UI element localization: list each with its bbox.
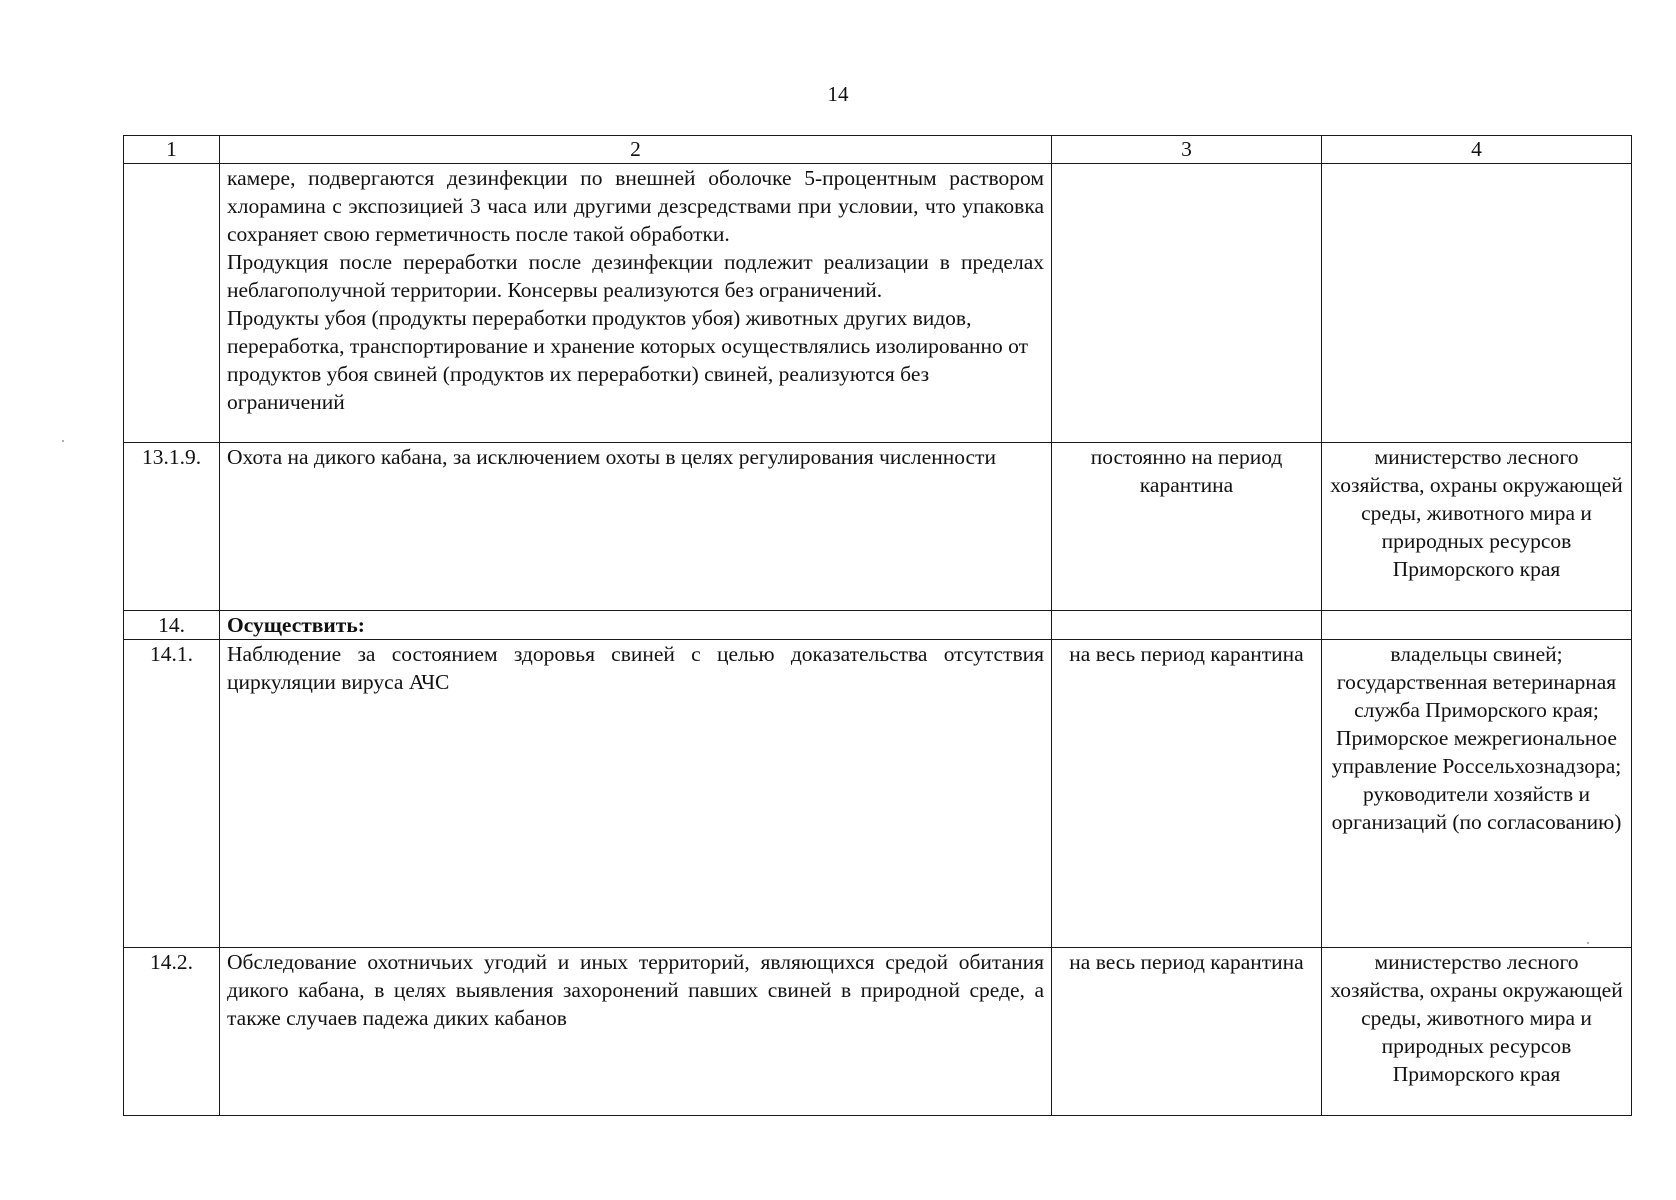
table-row-continuation: [124, 164, 1632, 443]
continuation-paragraph: камере, подвергаются дезинфекции по внешней оболочке 5-процентным раствором хлорамина с экспозицией 3 часа или другими дезсредствами при условии, что упаковка сохраняет свою герметичность после такой обработки.: [227, 166, 1044, 246]
table-header-row: [124, 136, 1632, 164]
column-header-4: 4: [1322, 136, 1632, 164]
row-number: 14.: [124, 611, 220, 640]
row-number: 14.2.: [124, 948, 220, 1116]
responsible-text: [1322, 611, 1632, 640]
continuation-paragraph: Продукция после переработки после дезинфекции подлежит реализации в пределах неблагополучной территории. Консервы реализуются без ограничений.: [227, 250, 1044, 302]
table-row-14-1: [124, 640, 1632, 948]
scan-speck: [62, 440, 64, 442]
responsible-text: владельцы свиней; государственная ветеринарная служба Приморского края; Приморское межрегиональное управление Россельхознадзора; руководители хозяйств и организаций (по согласованию): [1322, 640, 1632, 948]
section-heading: Осуществить:: [220, 611, 1052, 640]
table-row-14-2: [124, 948, 1632, 1116]
column-header-3: 3: [1052, 136, 1322, 164]
term-text: на весь период карантина: [1052, 948, 1322, 1116]
table-row-13-1-9: [124, 443, 1632, 611]
row-number: 13.1.9.: [124, 443, 220, 611]
term-text: [1052, 611, 1322, 640]
column-header-2: 2: [220, 136, 1052, 164]
row-number: 14.1.: [124, 640, 220, 948]
measures-table: [123, 135, 1632, 1116]
term-text: на весь период карантина: [1052, 640, 1322, 948]
responsible-text: министерство лесного хозяйства, охраны окружающей среды, животного мира и природных ресурсов Приморского края: [1322, 948, 1632, 1116]
page-number: 14: [827, 82, 849, 106]
measure-text: Охота на дикого кабана, за исключением охоты в целях регулирования численности: [220, 443, 1052, 611]
measure-text: Наблюдение за состоянием здоровья свиней с целью доказательства отсутствия циркуляции вируса АЧС: [220, 640, 1052, 948]
responsible-text: министерство лесного хозяйства, охраны окружающей среды, животного мира и природных ресурсов Приморского края: [1322, 443, 1632, 611]
responsible-cell: [1322, 164, 1632, 443]
term-text: постоянно на период карантина: [1052, 443, 1322, 611]
table-row-14: [124, 611, 1632, 640]
row-number-cell: [124, 164, 220, 443]
term-cell: [1052, 164, 1322, 443]
measure-text-cell: [220, 164, 1052, 443]
scan-speck: [1587, 942, 1589, 944]
continuation-paragraph: Продукты убоя (продукты переработки продуктов убоя) животных других видов, переработка, транспортирование и хранение которых осуществлялись изолированно от продуктов убоя свиней (продуктов их переработки) свиней, реализуются без ограничений: [227, 306, 1029, 414]
column-header-1: 1: [124, 136, 220, 164]
measure-text: Обследование охотничьих угодий и иных территорий, являющихся средой обитания дикого кабана, в целях выявления захоронений павших свиней в природной среде, а также случаев падежа диких кабанов: [220, 948, 1052, 1116]
